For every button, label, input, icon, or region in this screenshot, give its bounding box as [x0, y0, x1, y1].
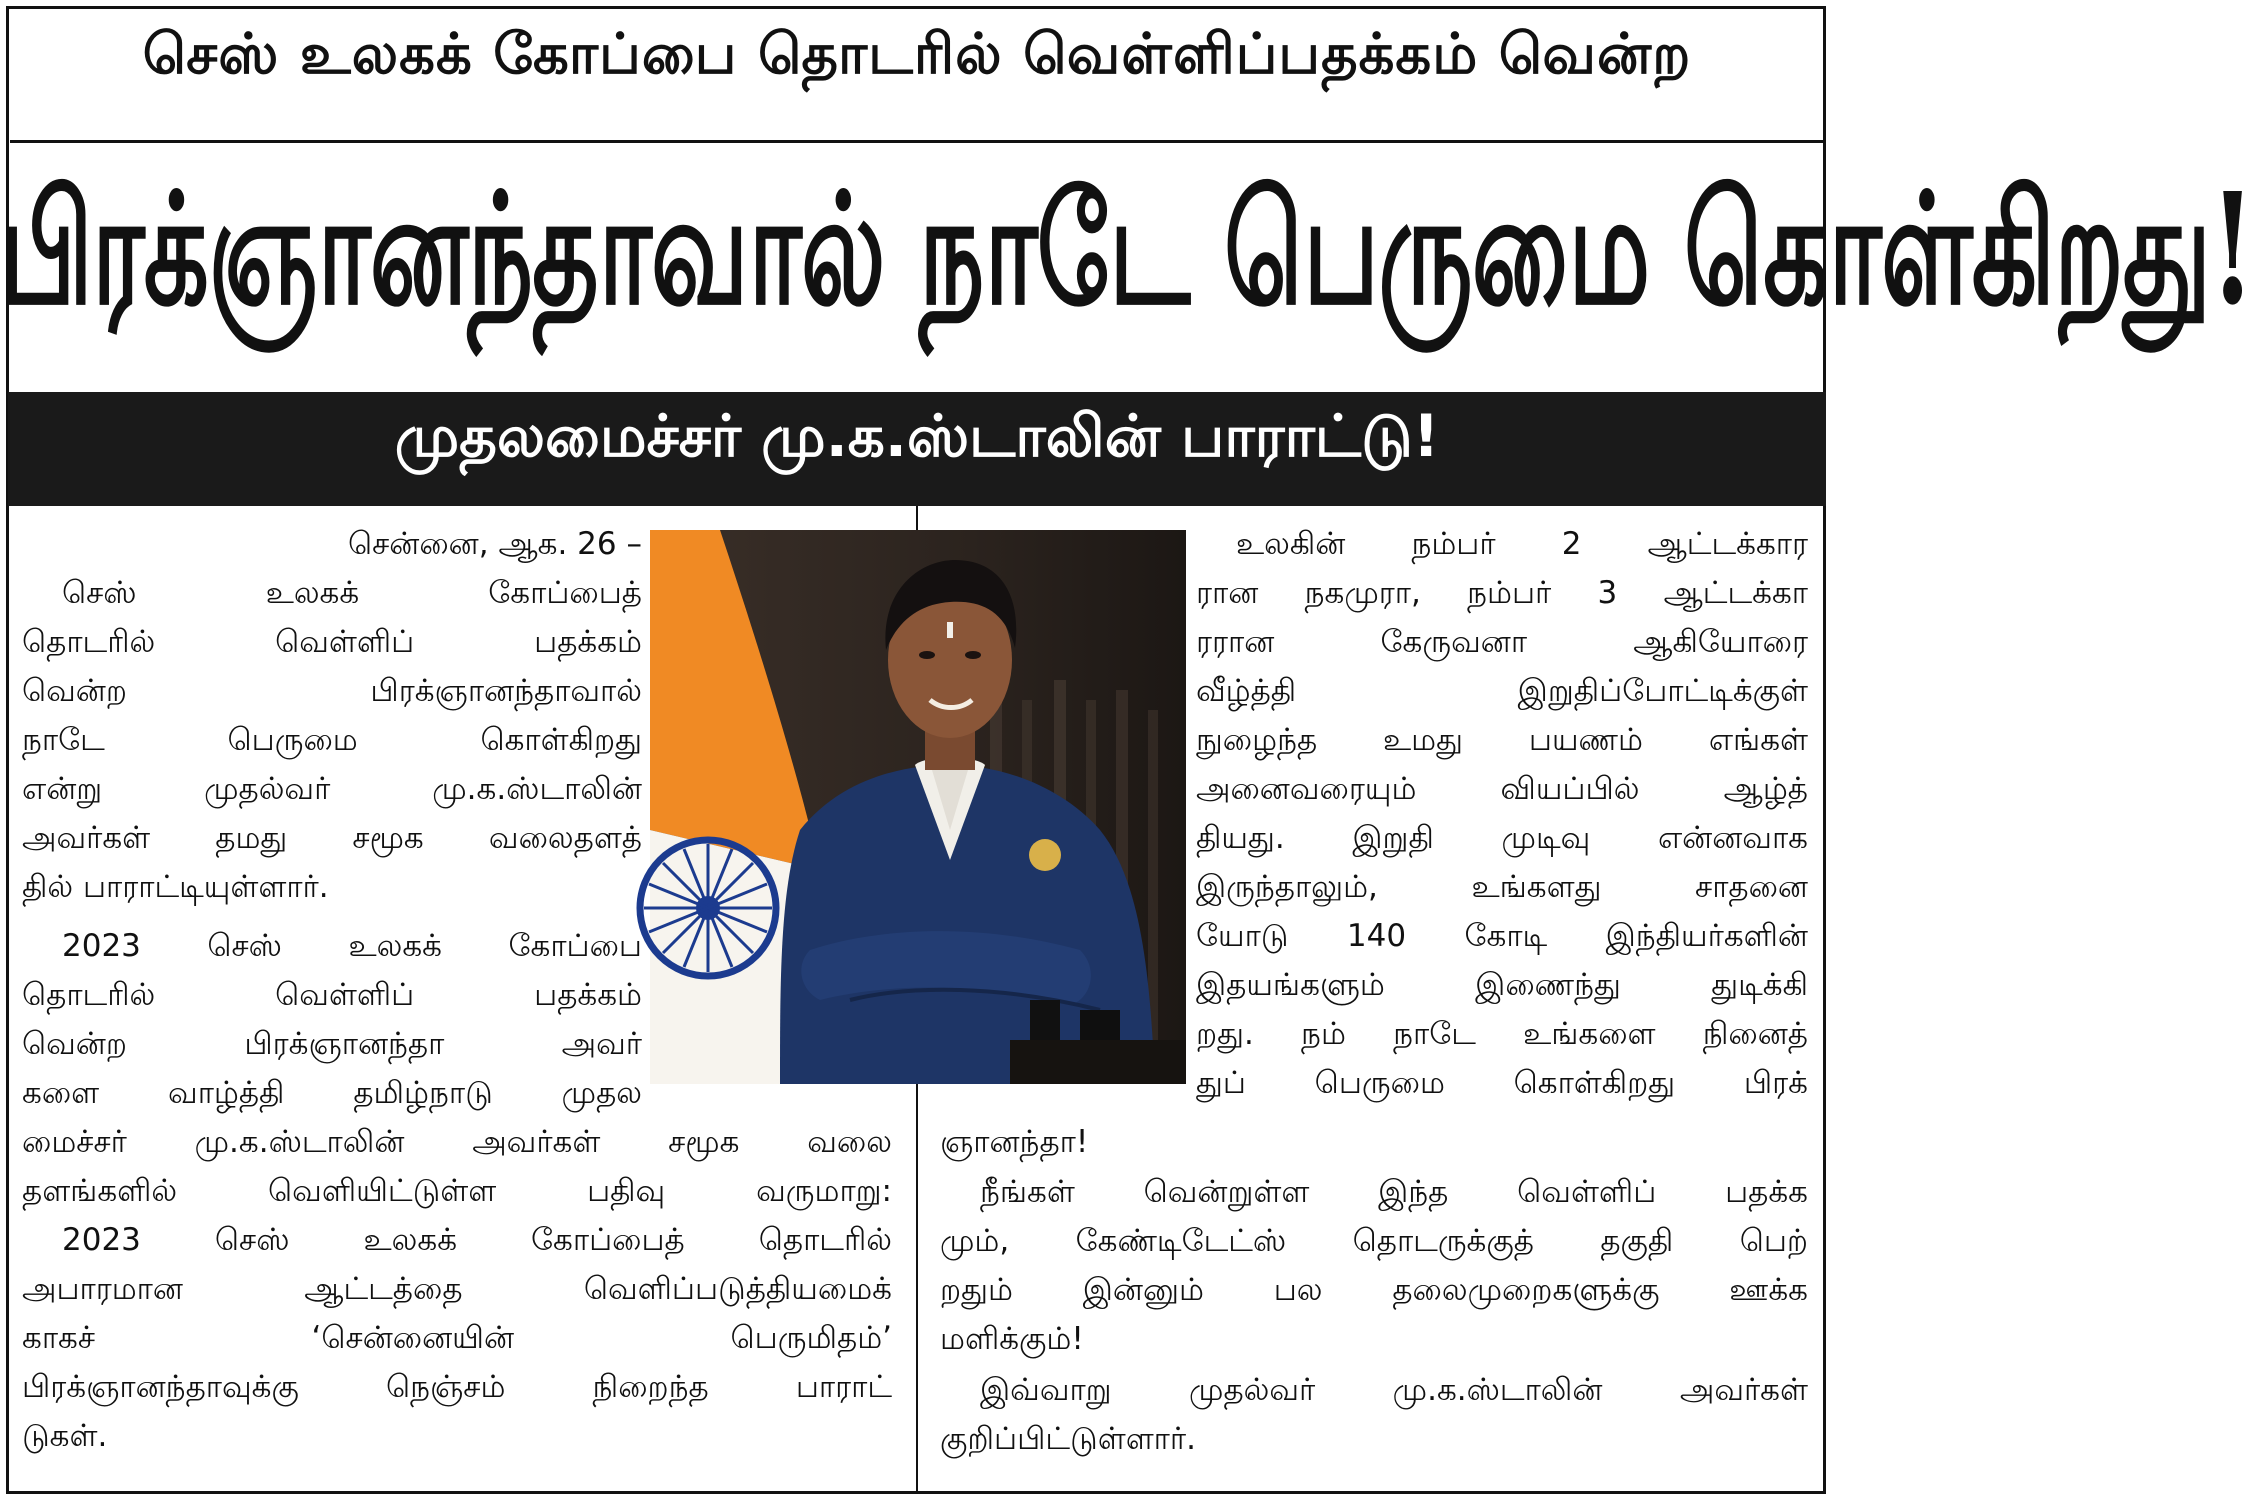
text-line: நீங்கள் வென்றுள்ள இந்த வெள்ளிப் பதக்க	[980, 1174, 1808, 1210]
left-para-2	[22, 922, 642, 1118]
right-para-1b	[940, 1118, 1808, 1167]
text-line: 2023 செஸ் உலகக் கோப்பை	[62, 928, 642, 964]
text-line: 2023 செஸ் உலகக் கோப்பைத் தொடரில்	[62, 1222, 892, 1258]
text-line: அனைவரையும் வியப்பில் ஆழ்த்	[1196, 771, 1808, 807]
text-line: இதயங்களும் இணைந்து துடிக்கி	[1196, 967, 1808, 1003]
heading-divider	[10, 140, 1824, 143]
text-line: துப் பெருமை கொள்கிறது பிரக்	[1196, 1065, 1808, 1101]
text-line: வீழ்த்தி இறுதிப்போட்டிக்குள்	[1196, 673, 1808, 709]
text-line: நுழைந்த உமது பயணம் எங்கள்	[1196, 722, 1808, 758]
text-line: என்று முதல்வர் மு.க.ஸ்டாலின்	[22, 771, 642, 807]
left-para-1	[22, 520, 642, 912]
text-line: ரான நகமுரா, நம்பர் 3 ஆட்டக்கா	[1196, 575, 1808, 611]
text-line: பிரக்ஞானந்தாவுக்கு நெஞ்சம் நிறைந்த பாராட்	[22, 1369, 892, 1405]
text-line: தொடரில் வெள்ளிப் பதக்கம்	[22, 624, 642, 660]
text-line: களை வாழ்த்தி தமிழ்நாடு முதல	[22, 1075, 642, 1111]
main-headline: பிரக்ஞானந்தாவால் நாடே பெருமை கொள்கிறது!	[0, 160, 2254, 340]
right-para-1	[1196, 520, 1808, 1108]
text-line: மைச்சர் மு.க.ஸ்டாலின் அவர்கள் சமூக வலை	[22, 1124, 892, 1160]
text-line: செஸ் உலகக் கோப்பைத்	[62, 575, 642, 611]
text-line: ஞானந்தா!	[940, 1124, 1089, 1160]
text-line: குறிப்பிட்டுள்ளார்.	[940, 1421, 1196, 1457]
text-line: மளிக்கும்!	[940, 1321, 1084, 1357]
text-line: யோடு 140 கோடி இந்தியர்களின்	[1196, 918, 1808, 954]
text-line: தில் பாராட்டியுள்ளார்.	[22, 869, 329, 905]
text-line: தளங்களில் வெளியிட்டுள்ள பதிவு வருமாறு:	[22, 1173, 892, 1209]
ashoka-chakra-icon	[640, 840, 776, 976]
text-line: உலகின் நம்பர் 2 ஆட்டக்கார	[1236, 526, 1808, 562]
text-line: றதும் இன்னும் பல தலைமுறைகளுக்கு ஊக்க	[940, 1272, 1808, 1308]
dateline: சென்னை, ஆக. 26 –	[347, 526, 642, 562]
text-line: வென்ற பிரக்ஞானந்தா அவர்	[22, 1026, 642, 1062]
blazer-badge	[1029, 839, 1061, 871]
text-line: ரரான கேருவனா ஆகியோரை	[1196, 624, 1808, 660]
text-line: தொடரில் வெள்ளிப் பதக்கம்	[22, 977, 642, 1013]
text-line: இருந்தாலும், உங்களது சாதனை	[1196, 869, 1808, 905]
right-para-3	[940, 1366, 1808, 1464]
text-line: தியது. இறுதி முடிவு என்னவாக	[1196, 820, 1808, 856]
text-line: அவர்கள் தமது சமூக வலைதளத்	[22, 820, 642, 856]
text-line: அபாரமான ஆட்டத்தை வெளிப்படுத்தியமைக்	[22, 1271, 892, 1307]
left-para-2b	[22, 1118, 892, 1216]
text-line: நாடே பெருமை கொள்கிறது	[22, 722, 642, 758]
text-line: மும், கேண்டிடேட்ஸ் தொடருக்குத் தகுதி பெற்	[940, 1223, 1808, 1259]
text-line: டுகள்.	[22, 1418, 108, 1454]
kicker-heading: செஸ் உலகக் கோப்பை தொடரில் வெள்ளிப்பதக்கம் வென்ற	[142, 22, 1692, 87]
text-line: வென்ற பிரக்ஞானந்தாவால்	[22, 673, 642, 709]
player-photo	[650, 530, 1186, 1084]
text-line: இவ்வாறு முதல்வர் மு.க.ஸ்டாலின் அவர்கள்	[980, 1372, 1808, 1408]
text-line: காகச் ‘சென்னையின் பெருமிதம்’	[22, 1320, 892, 1356]
left-para-3	[22, 1216, 892, 1461]
text-line: றது. நம் நாடே உங்களை நினைத்	[1196, 1016, 1808, 1052]
subheadline: முதலமைச்சர் மு.க.ஸ்டாலின் பாராட்டு!	[394, 402, 1440, 470]
right-para-2	[940, 1168, 1808, 1364]
